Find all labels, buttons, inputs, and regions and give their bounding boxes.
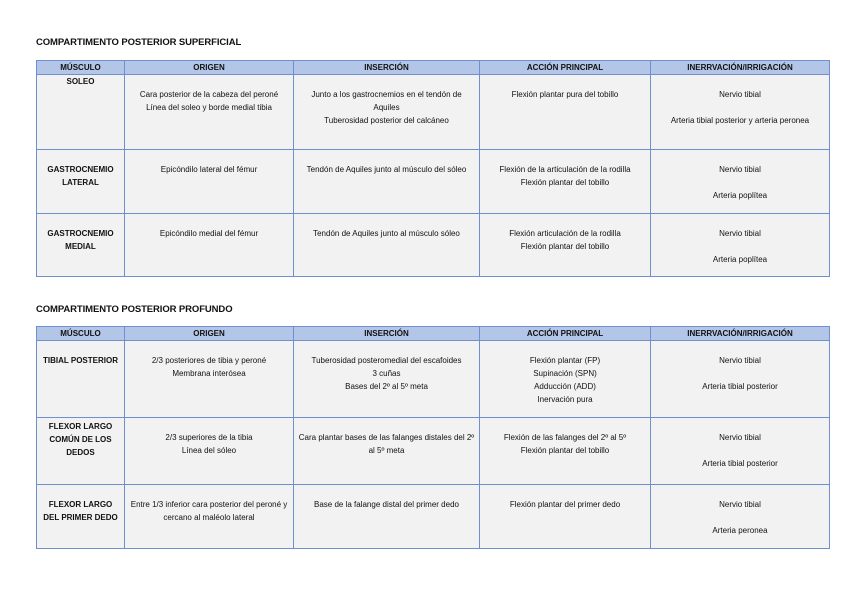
deep-title: COMPARTIMENTO POSTERIOR PROFUNDO — [36, 304, 233, 315]
text-line: Bases del 2º al 5º meta — [345, 382, 428, 391]
innervation-cell — [651, 418, 830, 485]
text-line: Arteria tibial posterior — [702, 459, 778, 468]
text-line: Flexión de las falanges del 2º al 5º — [503, 433, 627, 442]
action-cell — [480, 150, 651, 214]
text-line: Flexión plantar del tobillo — [520, 446, 610, 455]
header-muscle: MÚSCULO — [37, 61, 125, 75]
text-line: Nervio tibial — [719, 500, 761, 509]
text-line: Base de la falange distal del primer dedo — [314, 500, 459, 509]
table-row — [37, 150, 830, 214]
text-line: Supinación (SPN) — [533, 369, 597, 378]
text-line: Tuberosidad posterior del calcáneo — [324, 116, 449, 125]
table-row — [37, 75, 830, 150]
text-line: Flexión plantar del tobillo — [520, 242, 610, 251]
origin-cell — [125, 150, 294, 214]
text-line: 3 cuñas — [372, 369, 401, 378]
table-row — [37, 418, 830, 485]
action-cell — [480, 341, 651, 418]
text-line: Nervio tibial — [719, 90, 761, 99]
insertion-cell — [294, 485, 480, 549]
deep-table — [36, 326, 830, 549]
text-line: Membrana interósea — [172, 369, 246, 378]
superficial-title: COMPARTIMENTO POSTERIOR SUPERFICIAL — [36, 37, 242, 48]
header-muscle: MÚSCULO — [37, 327, 125, 341]
action-cell — [480, 485, 651, 549]
muscle-name: GASTROCNEMIO MEDIAL — [37, 214, 125, 277]
innervation-cell — [651, 214, 830, 277]
insertion-cell — [294, 150, 480, 214]
header-insertion: INSERCIÓN — [294, 61, 480, 75]
text-line: Flexión plantar (FP) — [529, 356, 601, 365]
text-line: Arteria tibial posterior — [702, 382, 778, 391]
origin-cell — [125, 214, 294, 277]
innervation-cell — [651, 75, 830, 150]
innervation-cell — [651, 341, 830, 418]
action-cell — [480, 418, 651, 485]
muscle-name: FLEXOR LARGO DEL PRIMER DEDO — [37, 485, 125, 549]
insertion-cell — [294, 341, 480, 418]
header-action: ACCIÓN PRINCIPAL — [480, 327, 651, 341]
text-line: Flexión de la articulación de la rodilla — [499, 165, 631, 174]
text-line: Flexión plantar pura del tobillo — [511, 90, 619, 99]
text-line: Entre 1/3 inferior cara posterior del peroné y cercano al maléolo lateral — [130, 500, 288, 522]
text-line: Flexión plantar del tobillo — [520, 178, 610, 187]
text-line: Nervio tibial — [719, 433, 761, 442]
muscle-name: GASTROCNEMIO LATERAL — [37, 150, 125, 214]
table-row — [37, 214, 830, 277]
origin-cell — [125, 418, 294, 485]
action-cell — [480, 75, 651, 150]
table-row — [37, 485, 830, 549]
text-line: 2/3 superiores de la tibia — [165, 433, 253, 442]
text-line: Tuberosidad posteromedial del escafoides — [311, 356, 462, 365]
text-line: Arteria poplítea — [712, 255, 768, 264]
text-line: Línea del sóleo — [181, 446, 237, 455]
text-line: Arteria peronea — [712, 526, 768, 535]
table-header-row — [37, 327, 830, 341]
action-cell — [480, 214, 651, 277]
text-line: Adducción (ADD) — [534, 382, 596, 391]
text-line: Cara plantar bases de las falanges distales del 2º al 5º meta — [298, 433, 475, 455]
text-line: Arteria tibial posterior y arteria peronea — [670, 116, 810, 125]
table-header-row — [37, 61, 830, 75]
header-origin: ORIGEN — [125, 327, 294, 341]
header-insertion: INSERCIÓN — [294, 327, 480, 341]
muscle-name: FLEXOR LARGO COMÚN DE LOS DEDOS — [37, 418, 125, 485]
innervation-cell — [651, 150, 830, 214]
header-action: ACCIÓN PRINCIPAL — [480, 61, 651, 75]
header-innervation: INERRVACIÓN/IRRIGACIÓN — [651, 61, 830, 75]
text-line: Flexión articulación de la rodilla — [509, 229, 621, 238]
text-line: 2/3 posteriores de tibia y peroné — [151, 356, 267, 365]
muscle-name: SOLEO — [37, 75, 125, 150]
text-line: Nervio tibial — [719, 165, 761, 174]
origin-cell — [125, 485, 294, 549]
origin-cell — [125, 341, 294, 418]
muscle-name: TIBIAL POSTERIOR — [37, 341, 125, 418]
text-line: Epicóndilo medial del fémur — [159, 229, 259, 238]
text-line: Flexión plantar del primer dedo — [509, 500, 621, 509]
insertion-cell — [294, 75, 480, 150]
text-line: Epicóndilo lateral del fémur — [160, 165, 258, 174]
text-line: Junto a los gastrocnemios en el tendón de Aquiles — [311, 90, 462, 112]
insertion-cell — [294, 418, 480, 485]
text-line: Arteria poplítea — [712, 191, 768, 200]
header-origin: ORIGEN — [125, 61, 294, 75]
insertion-cell — [294, 214, 480, 277]
text-line: Nervio tibial — [719, 229, 761, 238]
table-row — [37, 341, 830, 418]
text-line: Tendón de Aquiles junto al músculo del sóleo — [306, 165, 467, 174]
text-line: Línea del soleo y borde medial tibia — [146, 103, 272, 112]
text-line: Cara posterior de la cabeza del peroné — [139, 90, 279, 99]
text-line: Inervación pura — [537, 395, 593, 404]
origin-cell — [125, 75, 294, 150]
text-line: Tendón de Aquiles junto al músculo sóleo — [313, 229, 460, 238]
superficial-table — [36, 60, 830, 277]
innervation-cell — [651, 485, 830, 549]
text-line: Nervio tibial — [719, 356, 761, 365]
header-innervation: INERRVACIÓN/IRRIGACIÓN — [651, 327, 830, 341]
